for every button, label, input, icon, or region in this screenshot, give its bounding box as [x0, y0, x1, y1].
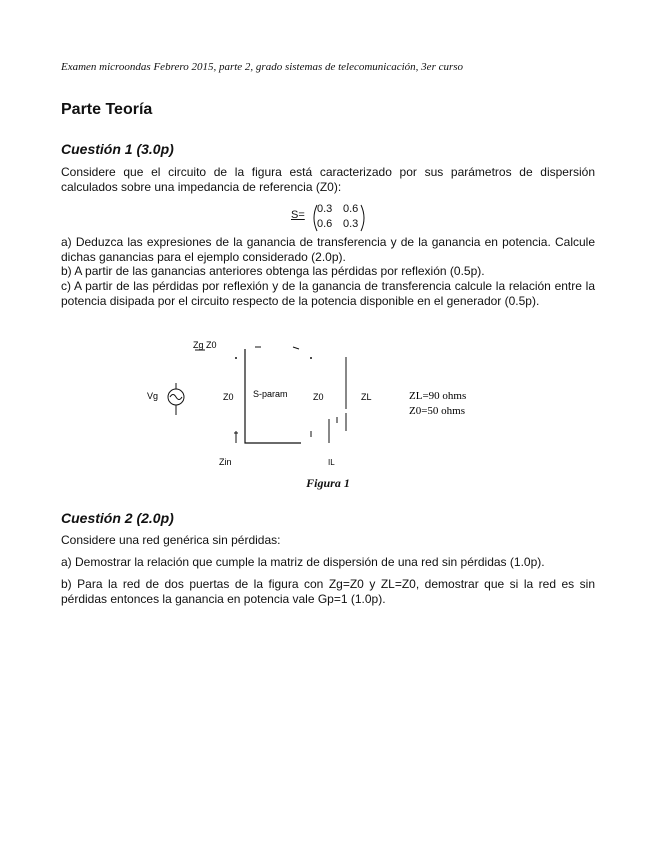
il-label: IL	[328, 458, 335, 467]
s-parameter-matrix	[291, 203, 371, 233]
section-title: Parte Teoría	[61, 101, 153, 118]
z0-right-label: Z0	[313, 392, 324, 402]
matrix-s22: 0.3	[343, 218, 359, 230]
question-1-part-c: c) A partir de las pérdidas por reflexión y de la ganancia de transferencia calcule la relación entre la potencia disipada por el circuito respecto de la potencia disponible en el generador (0.5p).	[61, 279, 595, 308]
figure-caption: Figura 1	[306, 476, 350, 490]
question-2-intro: Considere una red genérica sin pérdidas:	[61, 533, 281, 547]
question-2-title: Cuestión 2 (2.0p)	[61, 510, 174, 526]
exam-header: Examen microondas Febrero 2015, parte 2, grado sistemas de telecomunicación, 3er curso	[61, 61, 464, 73]
question-2-part-b: b) Para la red de dos puertas de la figura con Zg=Z0 y ZL=Z0, demostrar que si la red es sin pérdidas entonces la ganancia en potencia vale Gp=1 (1.0p).	[61, 577, 595, 606]
zl-label: ZL	[361, 392, 372, 402]
question-1-part-b: b) A partir de las ganancias anteriores obtenga las pérdidas por reflexión (0.5p).	[61, 264, 485, 278]
matrix-s11: 0.3	[317, 203, 333, 215]
question-1-title: Cuestión 1 (3.0p)	[61, 141, 174, 157]
z0-left-label: Z0	[223, 392, 234, 402]
s-param-label: S-param	[253, 389, 288, 399]
question-1-part-a: a) Deduzca las expresiones de la ganancia de transferencia y de la ganancia en potencia. Calcule dichas ganancias para el ejemplo considerado (2.0p).	[61, 235, 595, 264]
zl-value: ZL=90 ohms	[409, 390, 467, 402]
vg-label: Vg	[147, 391, 159, 401]
zin-label: Zin	[219, 457, 232, 467]
matrix-label: S=	[291, 209, 305, 221]
z0-value: Z0=50 ohms	[409, 405, 466, 417]
matrix-s21: 0.6	[317, 218, 333, 230]
question-1-intro: Considere que el circuito de la figura está caracterizado por sus parámetros de dispersión calculados sobre una impedancia de referencia (Z0):	[61, 165, 595, 194]
zg-label: Zg Z0	[193, 340, 217, 350]
circuit-figure	[143, 333, 483, 473]
question-2-part-a: a) Demostrar la relación que cumple la matriz de dispersión de una red sin pérdidas (1.0p).	[61, 555, 545, 569]
matrix-s12: 0.6	[343, 203, 359, 215]
